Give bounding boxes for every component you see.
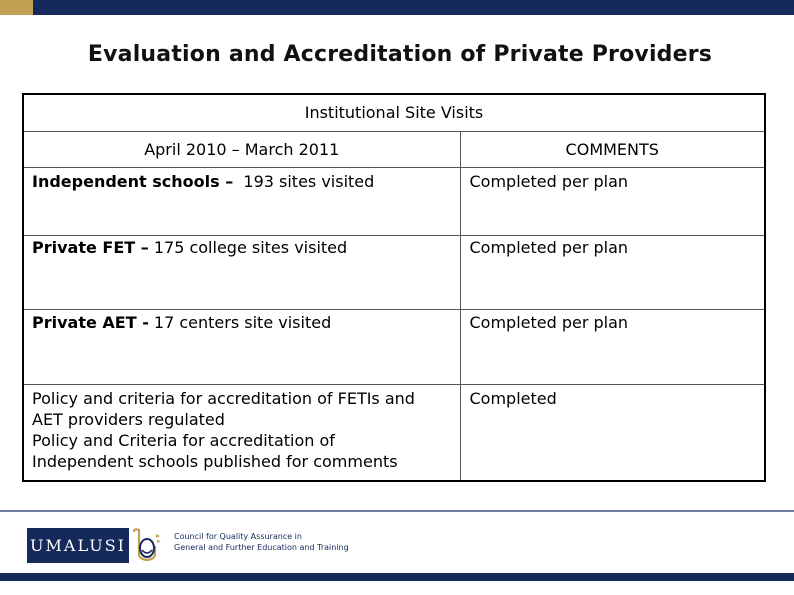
- column-header-row: [23, 131, 765, 167]
- footer-divider: [0, 510, 794, 512]
- bottom-margin: [0, 581, 794, 595]
- policy-line: Independent schools published for comments: [32, 451, 398, 471]
- row-description: [23, 384, 460, 481]
- tagline-line-2: General and Further Education and Training: [174, 543, 349, 552]
- policy-line: Policy and Criteria for accreditation of: [32, 430, 335, 450]
- row-description: [23, 235, 460, 309]
- row-description: [23, 167, 460, 235]
- row-text: 193 sites visited: [233, 171, 375, 191]
- bottom-bar: [0, 573, 794, 581]
- umalusi-logo: UMALUSI: [27, 528, 129, 563]
- umalusi-emblem-icon: [130, 526, 164, 564]
- row-comment: Completed per plan: [460, 167, 765, 235]
- table-header-row: [23, 94, 765, 131]
- row-description: [23, 309, 460, 384]
- top-accent: [0, 0, 33, 15]
- row-label: Private AET -: [32, 312, 149, 332]
- row-label: Independent schools –: [32, 171, 234, 191]
- row-comment: Completed per plan: [460, 309, 765, 384]
- top-bar: [0, 0, 794, 15]
- site-visits-table: [22, 93, 766, 482]
- row-comment: Completed: [460, 384, 765, 481]
- row-text: 17 centers site visited: [148, 312, 332, 332]
- row-comment: Completed per plan: [460, 235, 765, 309]
- logo-tagline: [174, 531, 349, 553]
- table-row: [23, 167, 765, 235]
- policy-line: AET providers regulated: [32, 409, 225, 429]
- comments-header: COMMENTS: [460, 131, 765, 167]
- period-header: April 2010 – March 2011: [23, 131, 460, 167]
- table-header: Institutional Site Visits: [23, 94, 765, 131]
- row-text: 175 college sites visited: [148, 237, 348, 257]
- table-row: [23, 235, 765, 309]
- policy-line: Policy and criteria for accreditation of FETIs and: [32, 388, 415, 408]
- table-row: [23, 384, 765, 481]
- row-label: Private FET –: [32, 237, 149, 257]
- tagline-line-1: Council for Quality Assurance in: [174, 532, 302, 541]
- slide-title: Evaluation and Accreditation of Private Providers: [87, 42, 713, 67]
- table-row: [23, 309, 765, 384]
